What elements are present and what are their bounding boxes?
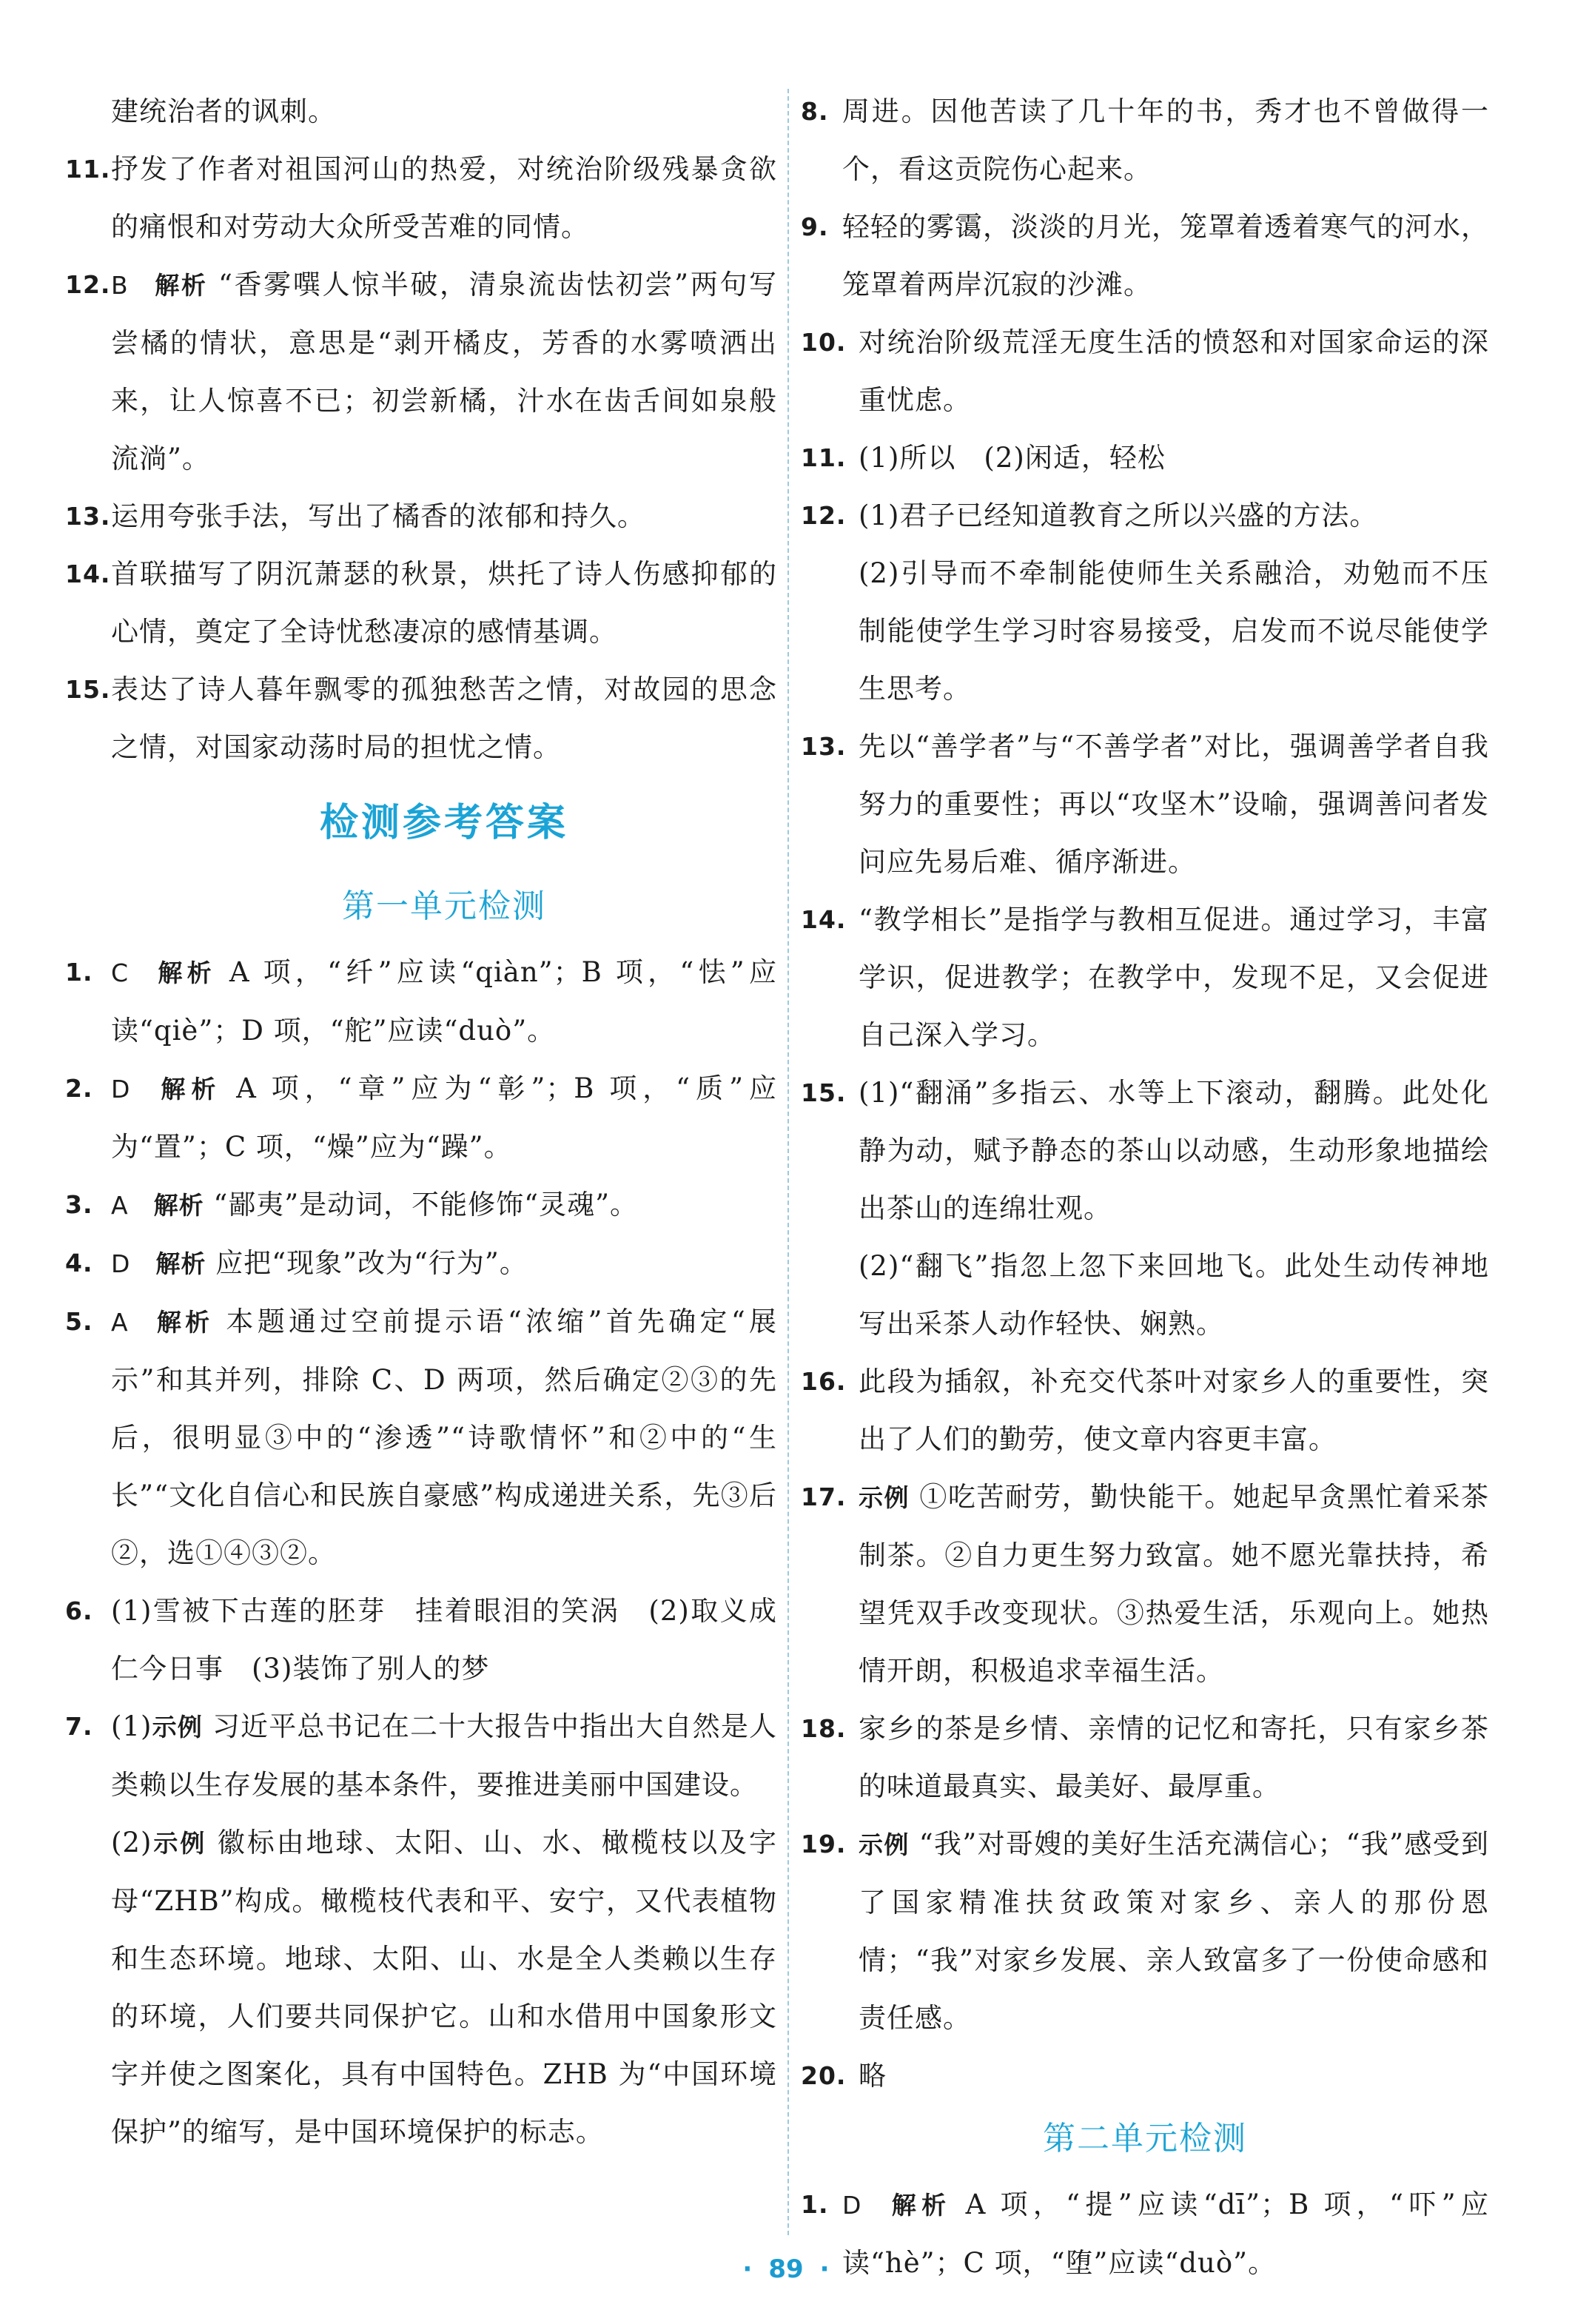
- unit1-item-7: [65, 1698, 778, 1814]
- answer-item-12: [65, 256, 777, 488]
- answer-text: “香雾噀人惊半破，清泉流齿怯初尝”两句写尝橘的情状，意思是“剥开橘皮，芳香的水雾喷洒出来，让人惊喜不已；初尝新橘，汁水在齿舌间如泉般流淌”。: [111, 269, 777, 474]
- answer-choice: C: [111, 958, 130, 987]
- example-tag: 示例: [859, 1483, 910, 1512]
- answer-choice: D: [111, 1249, 131, 1278]
- answer-item-19: [801, 1816, 1489, 2047]
- item-number: 17.: [801, 1482, 847, 1511]
- item-number: 7.: [65, 1712, 93, 1741]
- answer-text: “我”对哥嫂的美好生活充满信心；“我”感受到了国家精准扶贫政策对家乡、亲人的那份恩情；“我”对家乡发展、亲人致富多了一份使命感和责任感。: [859, 1828, 1490, 2034]
- item-number: 12.: [65, 270, 111, 299]
- example-tag: 示例: [859, 1830, 910, 1859]
- unit1-item-7-part2: [111, 1814, 777, 2161]
- answer-text: 对统治阶级荒淫无度生活的愤怒和对国家命运的深重忧虑。: [859, 326, 1489, 416]
- answer-text: (1)“翻涌”多指云、水等上下滚动，翻腾。此处化静为动，赋予静态的茶山以动感，生动形象地描绘出茶山的连绵壮观。: [859, 1077, 1489, 1224]
- answer-choice: D: [111, 1075, 131, 1104]
- section-heading-test-answers: 检测参考答案: [319, 800, 568, 845]
- answer-text: 本题通过空前提示语“浓缩”首先确定“展示”和其并列，排除 C、D 两项，然后确定②③的先后，很明显③中的“渗透”“诗歌情怀”和②中的“生长”“文化自信心和民族自豪感”构成递进关系，先③后②，选①④③②。: [111, 1306, 777, 1569]
- answer-item-11: [65, 141, 777, 256]
- answer-item-18: [801, 1700, 1489, 1816]
- item-number: 14.: [65, 560, 111, 588]
- answer-text: 习近平总书记在二十大报告中指出大自然是人类赖以生存发展的基本条件，要推进美丽中国建设。: [111, 1710, 778, 1801]
- answer-item-10: [801, 314, 1489, 429]
- item-number: 9.: [801, 212, 829, 241]
- answer-item-8: [801, 83, 1489, 198]
- answer-text: ①吃苦耐劳，勤快能干。她起早贪黑忙着采茶制茶。②自力更生努力致富。她不愿光靠扶持，希望凭双手改变现状。③热爱生活，乐观向上。她热情开朗，积极追求幸福生活。: [859, 1481, 1490, 1687]
- answer-text: (1)所以 (2)闲适，轻松: [859, 442, 1166, 474]
- unit1-item-4: [65, 1235, 777, 1293]
- item-number: 15.: [801, 1078, 847, 1107]
- answer-text: A 项，“提”应读“dī”；B 项，“吓”应读“hè”；C 项，“堕”应读“duò”。: [842, 2189, 1489, 2279]
- answer-text: 运用夸张手法，写出了橘香的浓郁和持久。: [111, 500, 645, 532]
- answer-item-15-part2: [801, 1237, 1489, 1353]
- analysis-tag: 解析: [153, 271, 208, 300]
- page-dot-left: ·: [742, 2254, 753, 2284]
- item-number: 18.: [801, 1714, 847, 1743]
- item-number: 8.: [801, 97, 829, 126]
- answer-item-15: [65, 661, 777, 776]
- page-number-value: 89: [768, 2254, 804, 2284]
- answer-item-15-right: [801, 1064, 1489, 1237]
- answer-text: (2)“翻飞”指忽上忽下来回地飞。此处生动传神地写出采茶人动作轻快、娴熟。: [859, 1250, 1489, 1340]
- item-number: 11.: [65, 155, 111, 184]
- answer-text: 此段为插叙，补充交代茶叶对家乡人的重要性，突出了人们的勤劳，使文章内容更丰富。: [859, 1366, 1489, 1455]
- answer-item-11-right: [801, 429, 1489, 487]
- item-number: 10.: [801, 328, 847, 357]
- item-number: 1.: [65, 958, 93, 987]
- answer-text: 首联描写了阴沉萧瑟的秋景，烘托了诗人伤感抑郁的心情，奠定了全诗忧愁凄凉的感情基调。: [111, 558, 777, 648]
- item-number: 15.: [65, 675, 111, 704]
- item-number: 1.: [801, 2190, 829, 2219]
- answer-choice: B: [111, 271, 129, 300]
- analysis-tag: 解析: [155, 1075, 222, 1104]
- item-number: 13.: [801, 732, 847, 761]
- page-number: [0, 2254, 1572, 2284]
- answer-text: “教学相长”是指学与教相互促进。通过学习，丰富学识，促进教学；在教学中，发现不足，又会促进自己深入学习。: [859, 904, 1489, 1051]
- unit1-item-6: [65, 1582, 777, 1698]
- answer-item-9: [801, 198, 1489, 314]
- answer-text: A 项，“纤”应读“qiàn”；B 项，“怯”应读“qiè”；D 项，“舵”应读“duò”。: [111, 956, 777, 1047]
- continued-answer: 建统治者的讽刺。: [111, 95, 336, 127]
- answer-item-13-right: [801, 718, 1489, 891]
- example-tag: 示例: [152, 1713, 203, 1742]
- answer-text: 略: [859, 2060, 887, 2092]
- sub-label: (2): [111, 1827, 152, 1858]
- analysis-tag: 解析: [154, 958, 216, 987]
- column-divider: [787, 89, 789, 2235]
- answer-text: “鄙夷”是动词，不能修饰“灵魂”。: [213, 1189, 639, 1220]
- answer-item-16: [801, 1353, 1489, 1468]
- unit1-heading: 第一单元检测: [342, 887, 546, 925]
- item-number: 11.: [801, 443, 847, 472]
- answer-text: (1)雪被下古莲的胚芽 挂着眼泪的笑涡 (2)取义成仁今日事 (3)装饰了别人的梦: [111, 1595, 777, 1685]
- answer-choice: D: [842, 2191, 862, 2220]
- unit1-item-2: [65, 1060, 777, 1176]
- answer-item-14: [65, 545, 777, 661]
- left-column: [65, 83, 778, 2161]
- answer-item-14-right: [801, 891, 1489, 1064]
- answer-text: A 项，“章”应为“彰”；B 项，“质”应为“置”；C 项，“燥”应为“躁”。: [111, 1072, 777, 1163]
- answer-text: 家乡的茶是乡情、亲情的记忆和寄托，只有家乡茶的味道最真实、最美好、最厚重。: [859, 1713, 1489, 1802]
- answer-text: 徽标由地球、太阳、山、水、橄榄枝以及字母“ZHB”构成。橄榄枝代表和平、安宁，又代表植物和生态环境。地球、太阳、山、水是全人类赖以生存的环境，人们要共同保护它。山和水借用中国象形文字并使之图案化，具有中国特色。ZHB 为“中国环境保护”的缩写，是中国环境保护的标志。: [111, 1827, 778, 2148]
- answer-item-17: [801, 1468, 1489, 1700]
- item-number: 20.: [801, 2061, 847, 2090]
- unit1-item-3: [65, 1176, 777, 1235]
- answer-text: 周进。因他苦读了几十年的书，秀才也不曾做得一个，看这贡院伤心起来。: [842, 95, 1489, 185]
- item-number: 12.: [801, 501, 847, 530]
- answer-text: 表达了诗人暮年飘零的孤独愁苦之情，对故园的思念之情，对国家动荡时局的担忧之情。: [111, 674, 777, 763]
- item-number: 6.: [65, 1596, 93, 1625]
- answer-text: 应把“现象”改为“行为”。: [215, 1247, 528, 1279]
- item-number: 19.: [801, 1830, 847, 1858]
- analysis-tag: 解析: [155, 1249, 206, 1278]
- analysis-tag: 解析: [153, 1308, 214, 1337]
- answer-text: 抒发了作者对祖国河山的热爱，对统治阶级残暴贪欲的痛恨和对劳动大众所受苦难的同情。: [111, 153, 777, 243]
- answer-item-20: [801, 2047, 1489, 2105]
- answer-text: (1)君子已经知道教育之所以兴盛的方法。: [859, 500, 1378, 531]
- item-number: 13.: [65, 502, 111, 531]
- answer-item-12-right: [801, 487, 1489, 545]
- example-tag: 示例: [152, 1829, 207, 1858]
- unit1-item-5: [65, 1293, 777, 1582]
- unit2-heading: 第二单元检测: [1043, 2120, 1247, 2157]
- item-number: 16.: [801, 1367, 847, 1396]
- analysis-tag: 解析: [153, 1191, 204, 1220]
- right-column: [801, 83, 1489, 2292]
- answer-choice: A: [111, 1308, 129, 1337]
- item-number: 3.: [65, 1190, 93, 1219]
- page-dot-right: ·: [819, 2254, 830, 2284]
- analysis-tag: 解析: [887, 2191, 952, 2220]
- item-number: 2.: [65, 1074, 93, 1103]
- answer-text: 先以“善学者”与“不善学者”对比，强调善学者自我努力的重要性；再以“攻坚木”设喻，强调善问者发问应先易后难、循序渐进。: [859, 731, 1489, 878]
- answer-item-12-part2: [801, 545, 1489, 718]
- unit1-item-1: [65, 944, 777, 1060]
- answer-item-13: [65, 488, 777, 545]
- item-number: 4.: [65, 1249, 93, 1277]
- answer-text: 轻轻的雾霭，淡淡的月光，笼罩着透着寒气的河水，笼罩着两岸沉寂的沙滩。: [842, 211, 1489, 300]
- item-number: 14.: [801, 905, 847, 934]
- answer-choice: A: [111, 1191, 129, 1220]
- answer-text: (2)引导而不牵制能使师生关系融洽，劝勉而不压制能使学生学习时容易接受，启发而不说尽能使学生思考。: [859, 557, 1489, 705]
- sub-label: (1): [111, 1710, 152, 1742]
- item-number: 5.: [65, 1307, 93, 1336]
